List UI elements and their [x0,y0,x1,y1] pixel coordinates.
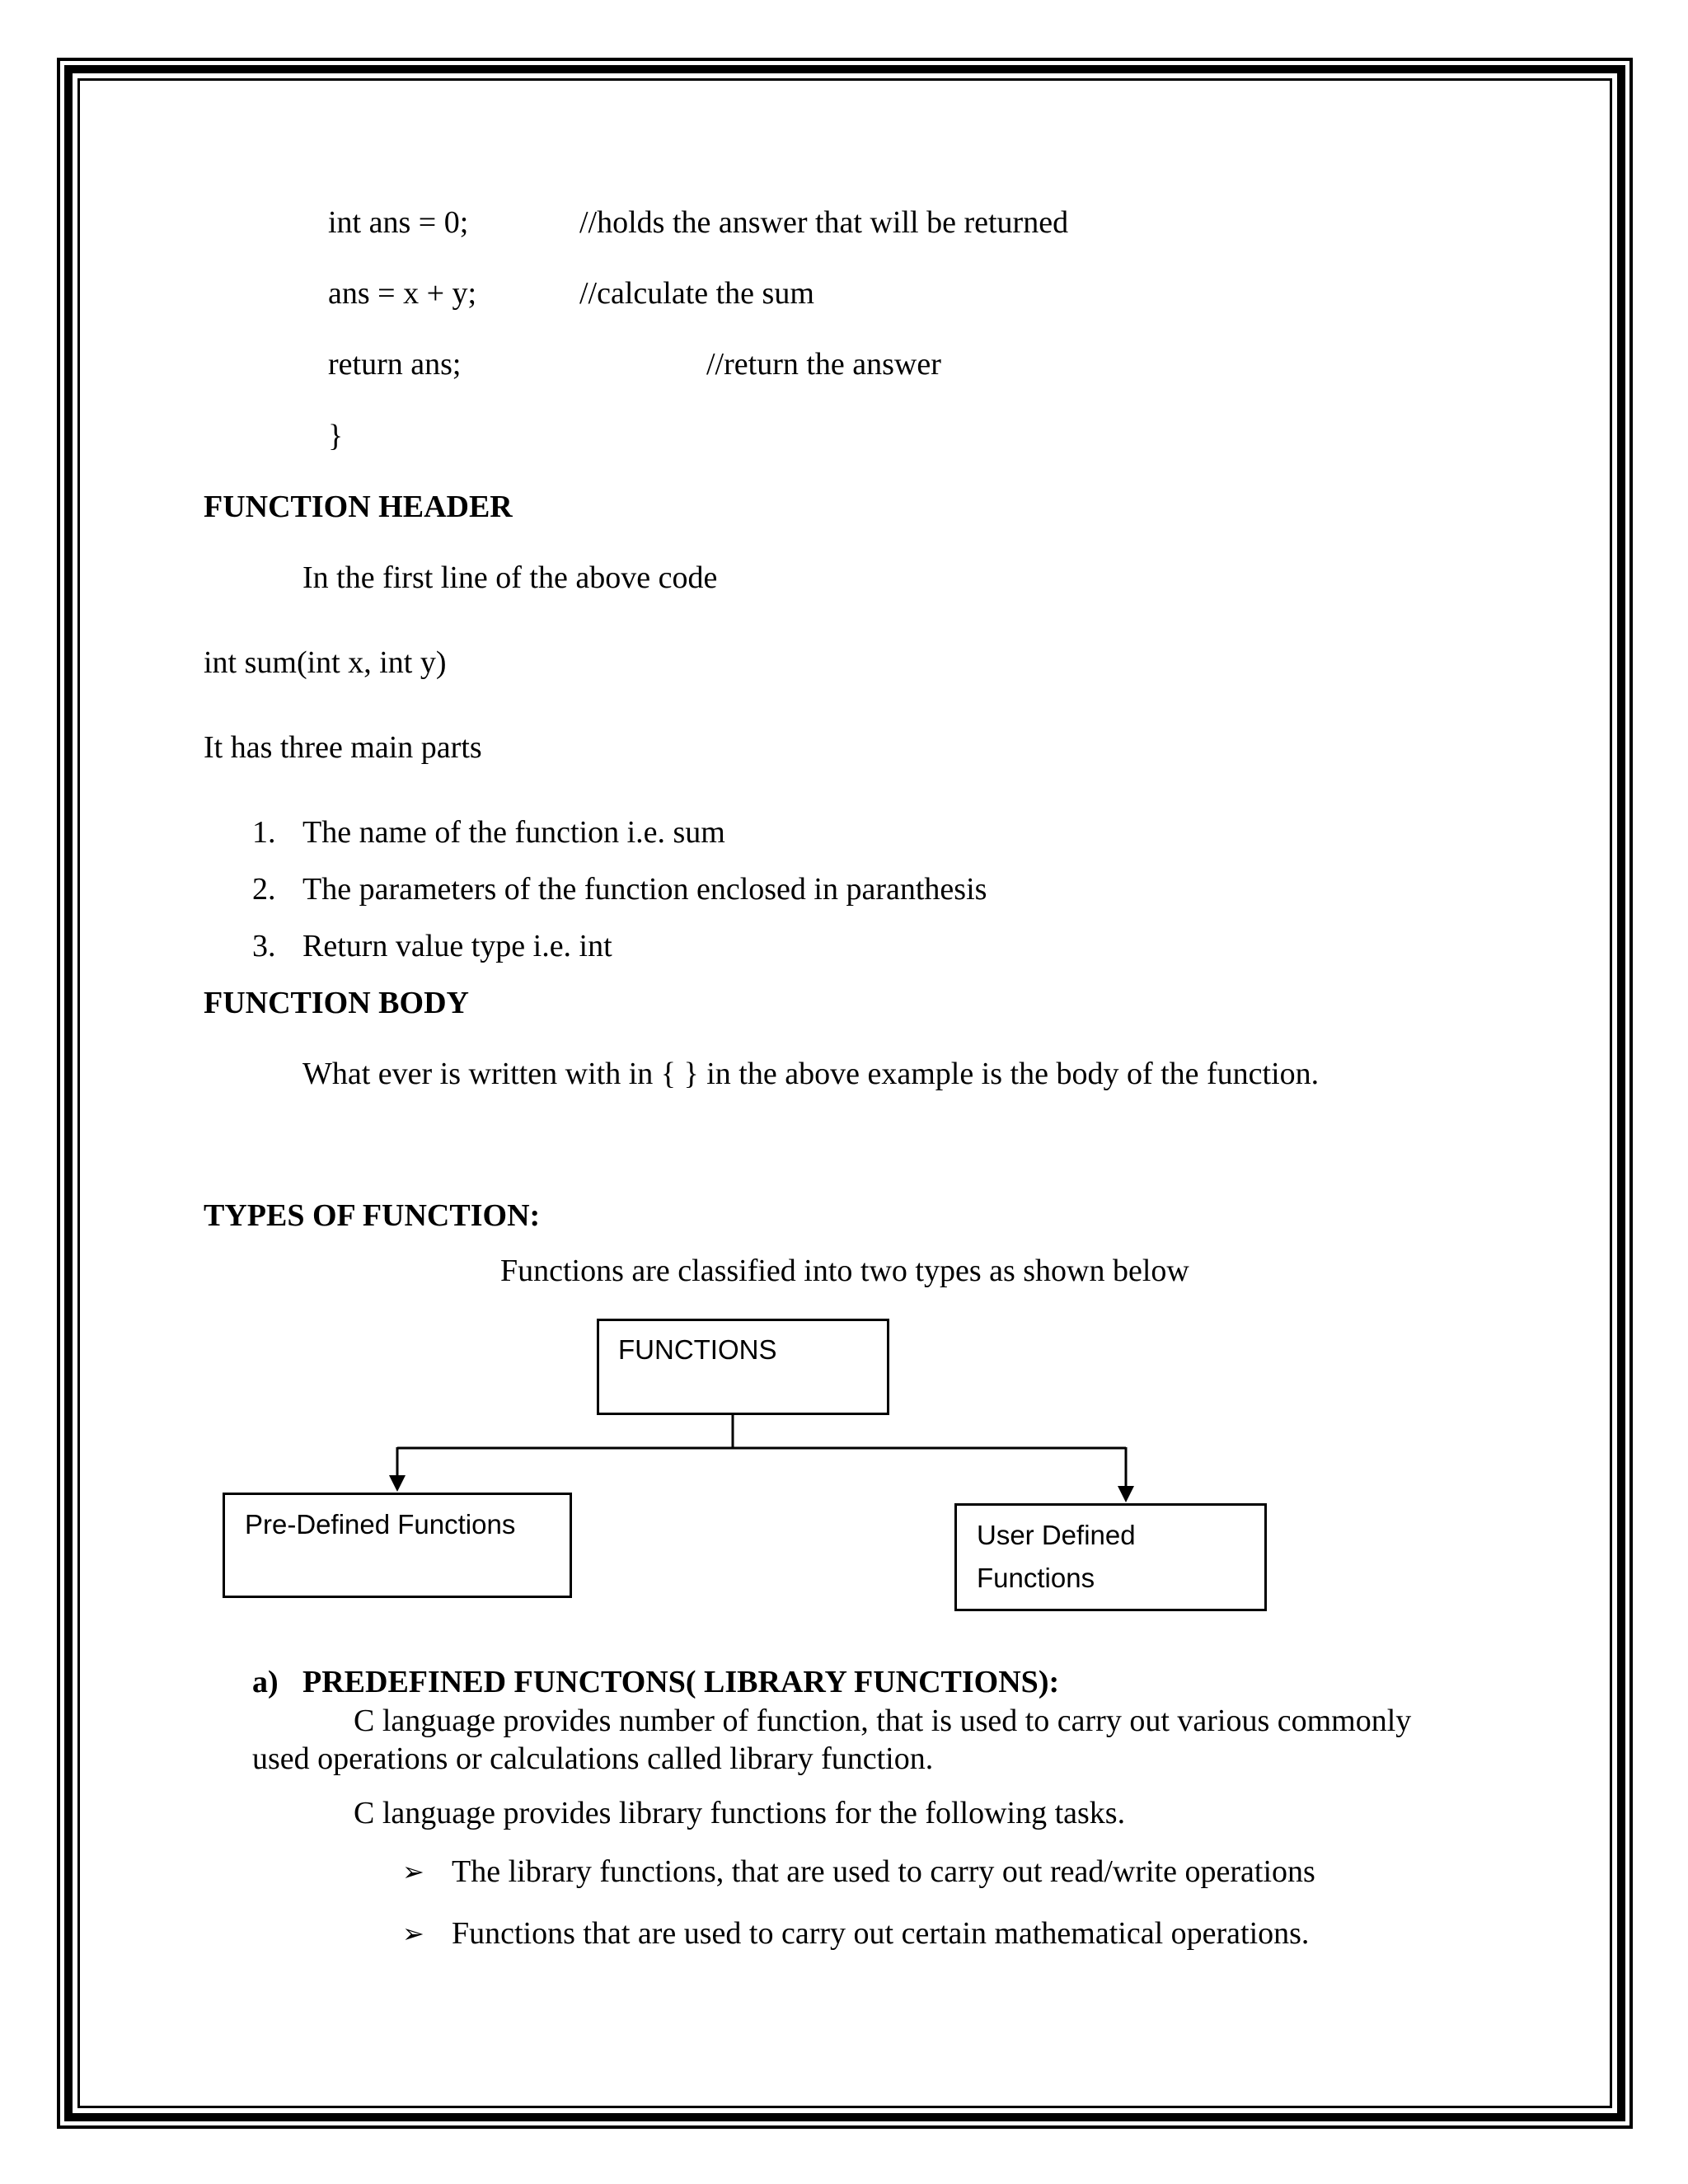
parts-intro: It has three main parts [204,730,482,765]
function-header-intro: In the first line of the above code [302,560,718,595]
predefined-functions-label: Pre-Defined Functions [245,1509,516,1540]
function-signature: int sum(int x, int y) [204,645,447,680]
list-item: The parameters of the function enclosed in paranthesis [302,872,987,907]
function-body-heading: FUNCTION BODY [204,986,469,1020]
list-item: The name of the function i.e. sum [302,815,725,850]
bullet-arrow-icon: ➢ [402,1918,424,1949]
user-defined-label-line1: User Defined [977,1520,1136,1550]
function-body-text: What ever is written with in { } in the above example is the body of the function. [302,1057,1320,1091]
list-item: Return value type i.e. int [302,929,612,963]
code-line-2: ans = x + y; [328,276,477,311]
predefined-paragraph-line1: C language provides number of function, that is used to carry out various commonly [354,1704,1412,1738]
code-line-1: int ans = 0; [328,205,469,240]
user-defined-functions-box [954,1503,1267,1611]
user-defined-label-line2: Functions [977,1563,1095,1593]
section-marker: a) [252,1665,279,1699]
code-line-3: return ans; [328,347,462,382]
right-arrowhead [1118,1486,1134,1502]
code-comment-2: //calculate the sum [579,276,814,311]
tasks-intro: C language provides library functions for the following tasks. [354,1796,1126,1830]
types-intro: Functions are classified into two types as shown below [500,1254,1189,1288]
list-number: 1. [252,815,276,850]
code-comment-1: //holds the answer that will be returned [579,205,1069,240]
function-header-heading: FUNCTION HEADER [204,490,513,524]
predefined-heading: PREDEFINED FUNCTONS( LIBRARY FUNCTIONS): [302,1665,1060,1699]
predefined-functions-box [223,1493,572,1598]
list-number: 3. [252,929,276,963]
bullet-arrow-icon: ➢ [402,1856,424,1887]
code-close-brace: } [328,419,344,453]
functions-root-box [597,1319,889,1415]
functions-root-label: FUNCTIONS [618,1334,777,1365]
code-comment-3: //return the answer [706,347,941,382]
types-heading: TYPES OF FUNCTION: [204,1198,541,1233]
bullet-item: The library functions, that are used to carry out read/write operations [452,1854,1315,1889]
bullet-item: Functions that are used to carry out certain mathematical operations. [452,1916,1310,1951]
predefined-paragraph-line2: used operations or calculations called library function. [252,1741,934,1776]
list-number: 2. [252,872,276,907]
left-arrowhead [389,1475,406,1492]
